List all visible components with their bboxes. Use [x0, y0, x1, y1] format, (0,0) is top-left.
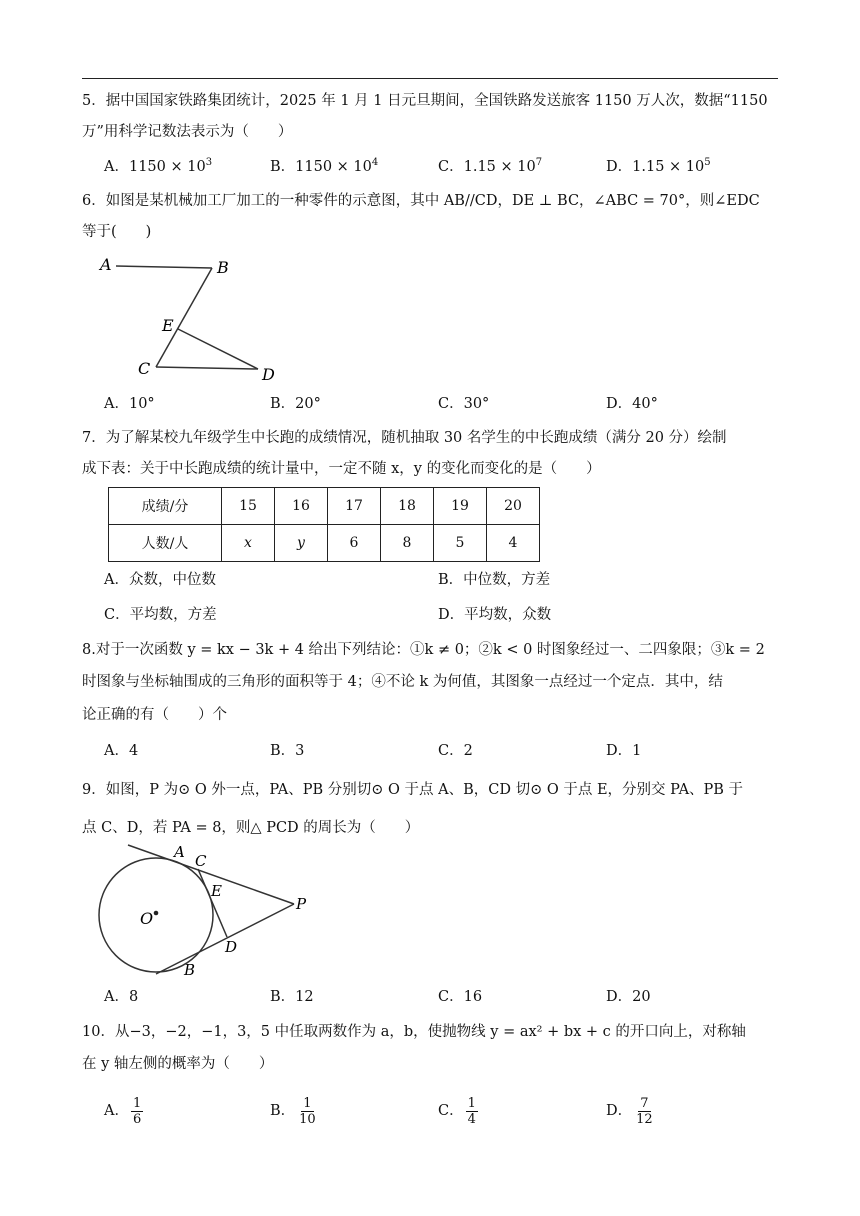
q6-option-c[interactable]: C．30°: [438, 396, 490, 412]
table-cell: 8: [381, 525, 434, 562]
q9-label-a: A: [174, 843, 185, 861]
q10-option-a[interactable]: A． $\frac{1}{6}$: [104, 1095, 142, 1127]
q8-option-b[interactable]: B．3: [270, 743, 305, 759]
q6-stem-line2: 等于( ): [82, 224, 152, 240]
q9-label-b: B: [184, 961, 196, 979]
q8-option-c[interactable]: C．2: [438, 743, 473, 759]
table-row: [109, 488, 540, 525]
q9-figure: [94, 842, 320, 982]
q7-option-b[interactable]: B．中位数，方差: [438, 572, 551, 588]
q7-option-c[interactable]: C．平均数，方差: [104, 607, 217, 623]
table-header-count: 人数/人: [109, 525, 222, 562]
table-cell: y: [275, 525, 328, 562]
q7-stem-line2: 成下表：关于中长跑成绩的统计量中，一定不随 x，y 的变化而变化的是（ ）: [82, 461, 601, 477]
table-cell: 16: [275, 488, 328, 525]
q9-label-e: E: [211, 882, 222, 900]
table-row: [109, 525, 540, 562]
q10-options: [104, 1094, 794, 1128]
q5-option-c[interactable]: C．$1.15 \times 10^7$: [438, 157, 543, 175]
table-cell: x: [222, 525, 275, 562]
q9-option-b[interactable]: B．12: [270, 989, 314, 1005]
q9-option-d[interactable]: D．20: [606, 989, 651, 1005]
q9-label-d: D: [225, 938, 238, 956]
q9-label-p: P: [296, 895, 307, 913]
q9-label-c: C: [195, 852, 207, 870]
table-cell: 5: [434, 525, 487, 562]
q5-option-a[interactable]: A．$1150 \times 10^3$: [104, 157, 213, 175]
q10-option-b[interactable]: B． $\frac{1}{10}$: [270, 1095, 316, 1127]
q5-stem-line1: 5．据中国国家铁路集团统计，2025 年 1 月 1 日元旦期间，全国铁路发送旅客 1150 万人次，数据“1150: [82, 93, 768, 109]
q6-label-e: E: [162, 316, 174, 335]
q6-label-d: D: [262, 365, 275, 384]
q9-options: [104, 986, 794, 1008]
q6-segment-ab: [116, 266, 212, 268]
q6-option-d[interactable]: D．40°: [606, 396, 658, 412]
q5-options: [104, 156, 794, 178]
q7-options-row1: [104, 569, 794, 591]
q5-option-b[interactable]: B．$1150 \times 10^4$: [270, 157, 379, 175]
q6-figure: [96, 250, 286, 384]
table-cell: 18: [381, 488, 434, 525]
fraction: $\frac{7}{12}$: [636, 1095, 653, 1127]
q9-label-o: O: [140, 909, 154, 928]
q8-option-a[interactable]: A．4: [104, 743, 139, 759]
q5-option-d[interactable]: D．$1.15 \times 10^5$: [606, 157, 711, 175]
fraction: $\frac{1}{6}$: [132, 1095, 142, 1127]
table-cell: 6: [328, 525, 381, 562]
q6-label-a: A: [100, 255, 112, 274]
q5-stem-line2: 万”用科学记数法表示为（ ）: [82, 124, 293, 140]
q8-options: [104, 740, 794, 762]
q10-stem-line2: 在 y 轴左侧的概率为（ ）: [82, 1056, 274, 1072]
table-cell: 17: [328, 488, 381, 525]
q6-stem-line1: 6．如图是某机械加工厂加工的一种零件的示意图，其中 AB//CD，DE ⊥ BC，∠ABC = 70°，则∠EDC: [82, 193, 760, 209]
q9-stem-line2: 点 C、D，若 PA = 8，则△ PCD 的周长为（ ）: [82, 820, 420, 836]
q8-stem-line1: 8.对于一次函数 y = kx − 3k + 4 给出下列结论：①k ≠ 0；②k < 0 时图象经过一、二四象限；③k = 2: [82, 642, 765, 658]
fraction: $\frac{1}{4}$: [467, 1095, 476, 1127]
fraction: $\frac{1}{10}$: [299, 1095, 316, 1127]
q7-stem-line1: 7．为了解某校九年级学生中长跑的成绩情况，随机抽取 30 名学生的中长跑成绩（满分 20 分）绘制: [82, 430, 727, 446]
q7-options-row2: [104, 604, 794, 626]
table-cell: 15: [222, 488, 275, 525]
q6-label-c: C: [138, 359, 151, 378]
table-cell: 19: [434, 488, 487, 525]
top-rule: [82, 78, 778, 79]
q7-option-d[interactable]: D．平均数，众数: [438, 607, 552, 623]
q9-center-dot: [154, 911, 159, 916]
q10-option-c[interactable]: C． $\frac{1}{4}$: [438, 1095, 476, 1127]
q6-options: [104, 393, 794, 415]
table-cell: 20: [487, 488, 540, 525]
table-header-score: 成绩/分: [109, 488, 222, 525]
q6-option-b[interactable]: B．20°: [270, 396, 321, 412]
q8-stem-line2: 时图象与坐标轴围成的三角形的面积等于 4；④不论 k 为何值，其图象一点经过一个定点．其中，结: [82, 674, 723, 690]
q9-option-a[interactable]: A．8: [104, 989, 139, 1005]
table-cell: 4: [487, 525, 540, 562]
q6-segment-ed: [178, 329, 258, 369]
q6-segment-cd: [156, 367, 258, 369]
q9-stem-line1: 9．如图，P 为⊙ O 外一点，PA、PB 分别切⊙ O 于点 A、B，CD 切⊙ O 于点 E，分别交 PA、PB 于: [82, 782, 744, 798]
q8-option-d[interactable]: D．1: [606, 743, 642, 759]
q10-option-d[interactable]: D． $\frac{7}{12}$: [606, 1095, 653, 1127]
q7-score-table: [108, 487, 540, 562]
q6-option-a[interactable]: A．10°: [104, 396, 155, 412]
q7-option-a[interactable]: A．众数，中位数: [104, 572, 216, 588]
q9-option-c[interactable]: C．16: [438, 989, 483, 1005]
q10-stem-line1: 10．从−3，−2，−1，3，5 中任取两数作为 a，b，使抛物线 y = ax² + bx + c 的开口向上，对称轴: [82, 1024, 746, 1040]
q6-label-b: B: [217, 258, 229, 277]
q8-stem-line3: 论正确的有（ ）个: [82, 707, 227, 723]
